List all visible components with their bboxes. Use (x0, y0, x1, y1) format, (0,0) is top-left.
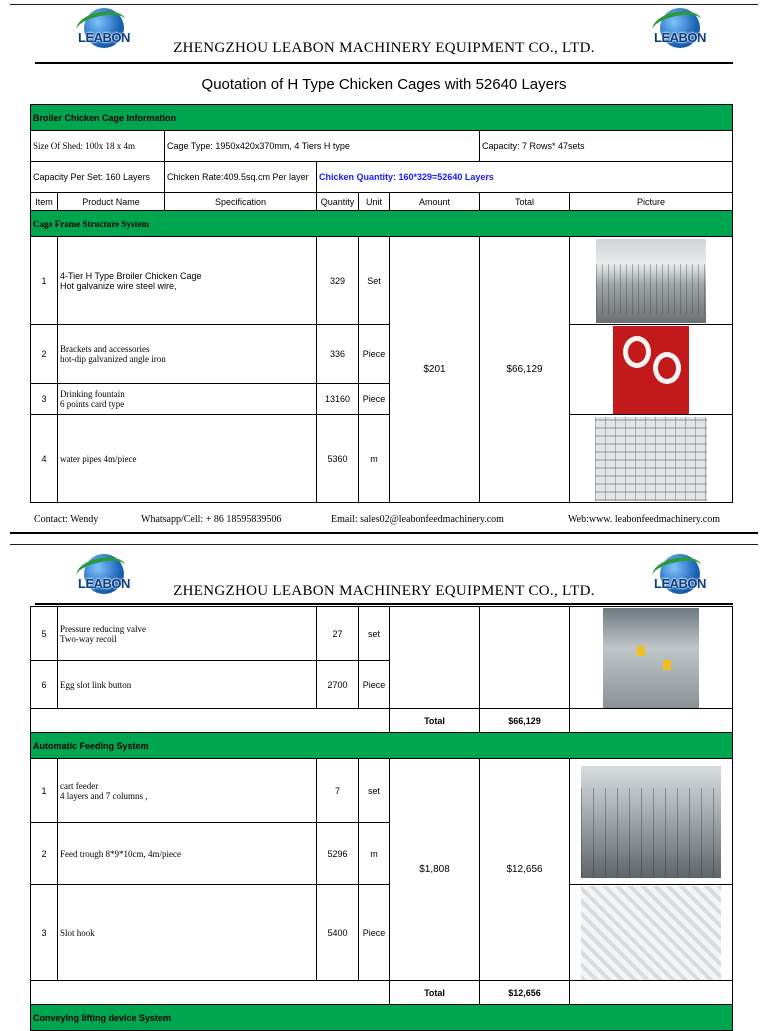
product-spec-line: 4 layers and 7 columns , (60, 790, 148, 801)
unit: m (359, 415, 390, 503)
capacity-per-set: Capacity Per Set: 160 Layers (31, 162, 165, 193)
quantity: 27 (317, 607, 359, 661)
col-quantity: Quantity (317, 193, 359, 211)
cage-type: Cage Type: 1950x420x370mm, 4 Tiers H type (165, 131, 480, 162)
col-item: Item (31, 193, 58, 211)
quantity: 336 (317, 325, 359, 384)
header-rule (35, 603, 733, 605)
product-name-line: Egg slot link button (60, 679, 132, 690)
unit: Piece (359, 885, 390, 981)
logo-text: LEABON (78, 576, 130, 591)
total-row (31, 981, 733, 1005)
amount: $1,808 (390, 759, 480, 981)
product-name (58, 415, 317, 503)
product-name-line: cart feeder (60, 780, 99, 791)
pipe-photo (595, 417, 707, 501)
col-specification: Specification (165, 193, 317, 211)
total-value: $66,129 (480, 709, 570, 733)
table-row (31, 885, 733, 981)
product-name (58, 325, 317, 384)
col-unit: Unit (359, 193, 390, 211)
top-rule (10, 4, 758, 5)
feeder-photo (581, 766, 721, 878)
quantity: 5360 (317, 415, 359, 503)
total-label: Total (390, 709, 480, 733)
product-name (58, 885, 317, 981)
total-empty (480, 607, 570, 709)
unit: set (359, 607, 390, 661)
contact-whatsapp: Whatsapp/Cell: + 86 18595839506 (141, 514, 282, 525)
quotation-table-page-1 (30, 104, 733, 503)
product-name-line: Pressure reducing valve (60, 623, 146, 634)
product-name (58, 759, 317, 823)
section-title: Cage Frame Structure System (31, 211, 733, 237)
table-row (31, 607, 733, 661)
item-number: 6 (31, 661, 58, 709)
product-name-line: water pipes 4m/piece (60, 453, 137, 464)
picture-cell (570, 237, 733, 325)
unit: Piece (359, 325, 390, 384)
item-number: 3 (31, 885, 58, 981)
page-title: Quotation of H Type Chicken Cages with 52640 Layers (201, 76, 567, 93)
logo-text: LEABON (78, 30, 130, 45)
product-name (58, 384, 317, 415)
header-rule (35, 62, 733, 64)
company-name: ZHENGZHOU LEABON MACHINERY EQUIPMENT CO., LTD. (173, 40, 595, 56)
total-row-spacer (31, 981, 390, 1005)
quantity: 329 (317, 237, 359, 325)
picture-cell (570, 759, 733, 885)
col-total: Total (480, 193, 570, 211)
picture-cell (570, 885, 733, 981)
item-number: 2 (31, 823, 58, 885)
quotation-table-page-2 (30, 606, 733, 1031)
quantity: 7 (317, 759, 359, 823)
product-name-line: Slot hook (60, 927, 95, 938)
total-row-picture-empty (570, 981, 733, 1005)
company-name: ZHENGZHOU LEABON MACHINERY EQUIPMENT CO., LTD. (173, 583, 595, 599)
product-spec-line: 6 points card type (60, 399, 125, 409)
item-number: 3 (31, 384, 58, 415)
unit: set (359, 759, 390, 823)
total: $12,656 (480, 759, 570, 981)
total-row-picture-empty (570, 709, 733, 733)
section-title: Conveying lifting device System (31, 1005, 733, 1031)
slot-hook-photo (581, 886, 721, 980)
product-name-line: 4-Tier H Type Broiler Chicken Cage (60, 270, 202, 281)
product-name (58, 607, 317, 661)
quantity: 13160 (317, 384, 359, 415)
col-picture: Picture (570, 193, 733, 211)
quantity: 5400 (317, 885, 359, 981)
product-spec-line: hot-dip galvanized angle iron (60, 354, 166, 364)
top-rule (10, 544, 758, 545)
product-name-line: Brackets and accessories (60, 344, 150, 354)
product-name-line: Feed trough 8*9*10cm, 4m/piece (60, 848, 181, 859)
info-header: Broiler Chicken Cage Information (31, 105, 733, 131)
table-row (31, 325, 733, 384)
picture-cell (570, 607, 733, 709)
table-row (31, 415, 733, 503)
unit: Set (359, 237, 390, 325)
size-of-shed: Size Of Shed: 100x 18 x 4m (31, 131, 165, 162)
picture-cell (570, 415, 733, 503)
total-row (31, 709, 733, 733)
capacity: Capacity: 7 Rows* 47sets (480, 131, 733, 162)
total: $66,129 (480, 237, 570, 503)
section-title: Automatic Feeding System (31, 733, 733, 759)
item-number: 4 (31, 415, 58, 503)
page-2 (0, 534, 768, 1024)
item-number: 2 (31, 325, 58, 384)
amount-empty (390, 607, 480, 709)
product-spec-line: Hot galvanize wire steel wire, (60, 280, 177, 291)
chicken-rate: Chicken Rate:409.5sq.cm Per layer (165, 162, 317, 193)
quantity: 2700 (317, 661, 359, 709)
total-value: $12,656 (480, 981, 570, 1005)
unit: m (359, 823, 390, 885)
table-row (31, 237, 733, 325)
product-name (58, 823, 317, 885)
item-number: 1 (31, 237, 58, 325)
quantity: 5296 (317, 823, 359, 885)
product-name (58, 661, 317, 709)
amount: $201 (390, 237, 480, 503)
chicken-quantity: Chicken Quantity: 160*329=52640 Layers (317, 162, 733, 193)
unit: Piece (359, 661, 390, 709)
logo-text: LEABON (654, 30, 706, 45)
picture-cell (570, 325, 733, 415)
col-product-name: Product Name (58, 193, 165, 211)
total-label: Total (390, 981, 480, 1005)
contact-name: Contact: Wendy (34, 514, 99, 525)
valve-photo (603, 608, 699, 708)
logo-text: LEABON (654, 576, 706, 591)
product-name (58, 237, 317, 325)
contact-web: Web:www. leabonfeedmachinery.com (568, 514, 721, 525)
col-amount: Amount (390, 193, 480, 211)
item-number: 1 (31, 759, 58, 823)
item-number: 5 (31, 607, 58, 661)
table-row (31, 759, 733, 823)
total-row-spacer (31, 709, 390, 733)
contact-email: Email: sales02@leabonfeedmachinery.com (331, 514, 504, 525)
bracket-photo (613, 326, 689, 414)
product-spec-line: Two-way recoil (60, 633, 117, 644)
product-name-line: Drinking fountain (60, 389, 125, 399)
cage-photo (596, 239, 706, 323)
unit: Piece (359, 384, 390, 415)
